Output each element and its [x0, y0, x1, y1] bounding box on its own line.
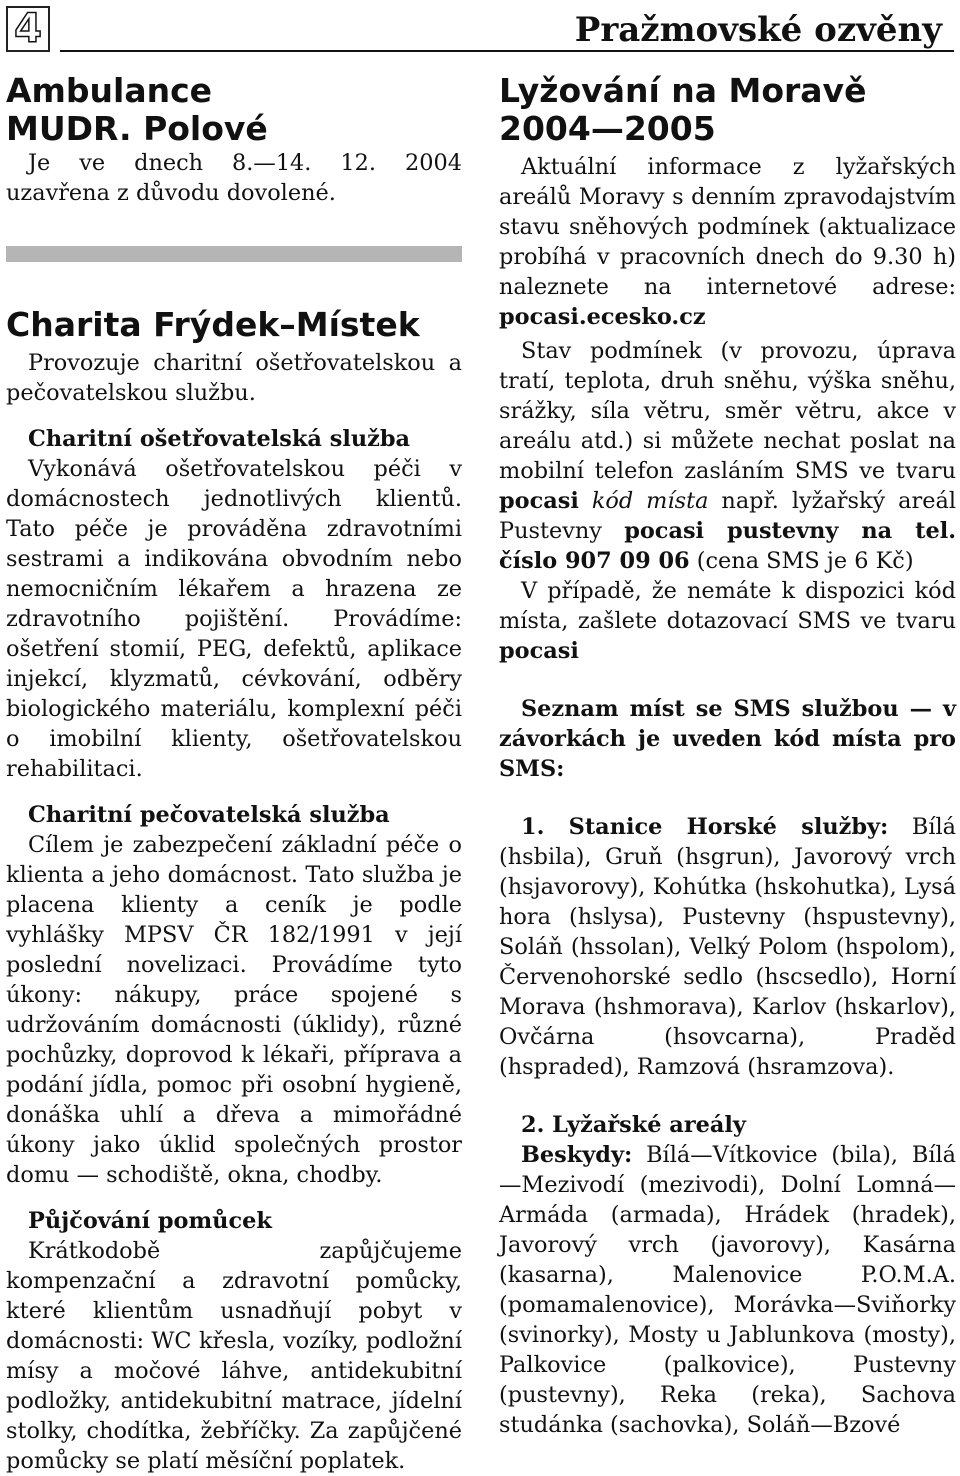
sms-paragraph: Stav podmínek (v provozu, úprava tratí, teplota, druh sněhu, výška sněhu, srážky, síla větru, směr větru, akce v areálu atd.) si můžete nechat poslat na mobilní telefon zasláním SMS ve tvaru pocasi kód místa např. lyžařský areál Pustevny pocasi pustevny na tel. číslo 907 09 06 (cena SMS je 6 Kč) — [499, 338, 956, 574]
left-column — [6, 72, 462, 1476]
pujcovani-title: Půjčování pomůcek — [28, 1208, 272, 1234]
pujcovani-text: Krátkodobě zapůjčujeme kompenzační a zdravotní pomůcky, které klientům usnadňují pobyt v domácnosti: WC křesla, vozíky, podložní mísy a močové láhve, antidekubitní podložky, antidekubitní matrace, jídelní stolky, chodítka, žebříčky. Za zapůjčené pomůcky se platí měsíční poplatek. — [6, 1238, 462, 1474]
query-command: pocasi — [499, 638, 579, 664]
ambulance-text: Je ve dnech 8.—14. 12. 2004 uzavřena z důvodu dovolené. — [6, 150, 462, 206]
info-url: pocasi.ecesko.cz — [499, 304, 706, 330]
charita-intro: Provozuje charitní ošetřovatelskou a pečovatelskou službu. — [6, 350, 462, 406]
lyzovani-title-line1: Lyžování na Moravě — [499, 71, 867, 110]
arealy-heading: 2. Lyžařské areály — [521, 1112, 746, 1138]
charita-title: Charita Frýdek–Místek — [6, 305, 420, 344]
stanice-heading: 1. Stanice Horské služby: — [521, 814, 889, 840]
lyzovani-title-line2: 2004—2005 — [499, 109, 716, 148]
sms-example: pocasi pustevny na tel. číslo 907 09 06 — [499, 518, 956, 574]
ambulance-title-line1: Ambulance — [6, 71, 213, 110]
header-rule — [60, 50, 954, 52]
info-paragraph: Aktuální informace z lyžařských areálů Moravy s denním zpravodajstvím stavu sněhových podmínek (aktualizace probíhá v pracovních dnech do 9.30 h) naleznete na internetové adrese: pocasi.ecesko.cz — [499, 154, 956, 330]
sms-command: pocasi — [499, 488, 579, 514]
osetrovatelska-title: Charitní ošetřovatelská služba — [28, 426, 410, 452]
ambulance-title-line2: MUDR. Polové — [6, 109, 268, 148]
section-divider — [6, 246, 462, 262]
seznam-heading: Seznam míst se SMS službou — v závorkách je uveden kód místa pro SMS: — [499, 696, 956, 782]
publication-title: Pražmovské ozvěny — [574, 10, 942, 50]
sms-code-placeholder: kód místa — [591, 488, 709, 514]
beskydy-label: Beskydy: — [521, 1142, 633, 1168]
arealy-paragraph: Beskydy: Bílá—Vítkovice (bila), Bílá—Mezivodí (mezivodi), Dolní Lomná—Armáda (armada), Hrádek (hradek), Javorový vrch (javorovy), Kasárna (kasarna), Malenovice P.O.M.A. (pomamalenovice), Morávka—Sviňorky (svinorky), Mosty u Jablunkova (mosty), Palkovice (palkovice), Pustevny (pustevny), Reka (reka), Sachova studánka (sachovka), Soláň—Bzové — [499, 1142, 956, 1438]
pecovatelska-title: Charitní pečovatelská služba — [28, 802, 390, 828]
query-paragraph: V případě, že nemáte k dispozici kód místa, zašlete dotazovací SMS ve tvaru pocasi — [499, 578, 956, 664]
right-column — [499, 72, 956, 1440]
page-number: 4 — [6, 6, 50, 52]
osetrovatelska-text: Vykonává ošetřovatelskou péči v domácnostech jednotlivých klientů. Tato péče je prováděna zdravotními sestrami a indikována obvodním nebo nemocničním lékařem a hrazena ze zdravotního pojištění. Provádíme: ošetření stomií, PEG, defektů, aplikace injekcí, klyzmatů, cévkování, odběry biologického materiálu, komplexní péči o imobilní klienty, ošetřovatelskou rehabilitaci. — [6, 456, 462, 782]
pecovatelska-text: Cílem je zabezpečení základní péče o klienta a jeho domácnost. Tato služba je placena klienty a ceník je podle vyhlášky MPSV ČR 182/1991 v její poslední novelizaci. Provádíme tyto úkony: nákupy, práce spojené s udržováním domácnosti (úklidy), různé pochůzky, doprovod k lékaři, příprava a podání jídla, pomoc při osobní hygieně, donáška uhlí a dřeva a mimořádné úkony jako úklid společných prostor domu — schodiště, okna, chodby. — [6, 832, 462, 1188]
stanice-paragraph: 1. Stanice Horské služby: Bílá (hsbila), Gruň (hsgrun), Javorový vrch (hsjavorovy), Kohútka (hskohutka), Lysá hora (hslysa), Pustevny (hspustevny), Soláň (hssolan), Velký Polom (hspolom), Červenohorské sedlo (hscsedlo), Horní Morava (hshmorava), Karlov (hskarlov), Ovčárna (hsovcarna), Praděd (hspraded), Ramzová (hsramzova). — [499, 814, 956, 1080]
